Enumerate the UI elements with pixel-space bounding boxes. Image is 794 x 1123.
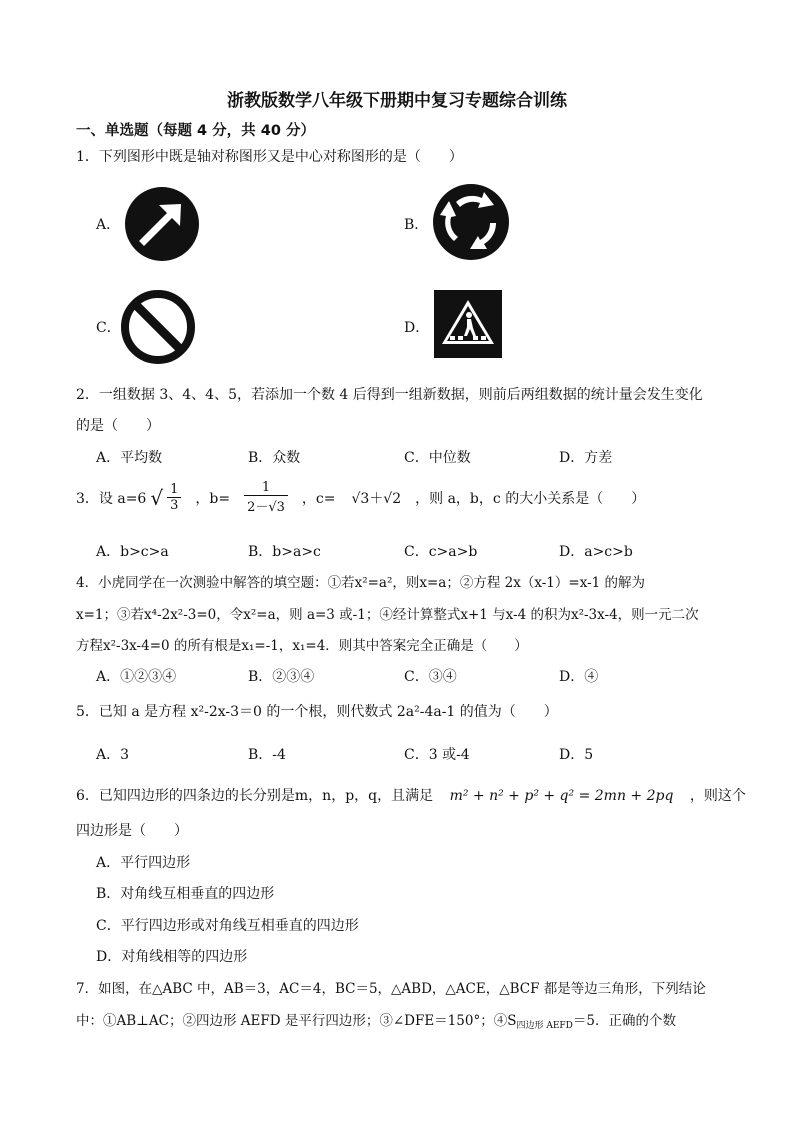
q3-fraction-a xyxy=(167,482,181,513)
q6-line-1-end: ，则这个 xyxy=(689,788,746,804)
q7-line-2-end: ＝5．正确的个数 xyxy=(572,1013,676,1029)
question-1-stem: 1．下列图形中既是轴对称图形又是中心对称图形的是（ ） xyxy=(76,149,463,165)
q3-c-expression: √3＋√2 xyxy=(351,490,402,507)
question-4-line-1: 4．小虎同学在一次测验中解答的填空题：①若x²=a²，则x=a；②方程 2x（x-1）=x-1 的解为 xyxy=(76,575,646,591)
q3-prefix: 3．设 a=6 xyxy=(76,490,147,507)
q3-fraction-b-numerator: 1 xyxy=(244,480,288,496)
question-2-line-2: 的是（ ） xyxy=(76,418,160,434)
question-3-stem xyxy=(76,480,645,515)
q5-option-c: C．3 或-4 xyxy=(404,747,470,763)
q1-option-d-label: D． xyxy=(404,320,430,336)
q5-option-b: B．-4 xyxy=(248,747,286,763)
q6-formula: m² + n² + p² + q² = 2mn + 2pq xyxy=(449,788,674,804)
sqrt-sign: √ xyxy=(150,485,164,510)
roundabout-sign-icon xyxy=(432,183,510,261)
q3-b-label: ，b= xyxy=(195,490,231,507)
q2-option-c: C．中位数 xyxy=(404,450,471,466)
q2-option-a: A．平均数 xyxy=(96,450,163,466)
no-entry-sign-icon xyxy=(120,289,196,365)
question-5-stem: 5．已知 a 是方程 x²-2x-3＝0 的一个根，则代数式 2a²-4a-1 的值为（ ） xyxy=(76,704,558,720)
question-6-line-2: 四边形是（ ） xyxy=(76,823,188,839)
crosswalk-sign-icon xyxy=(434,290,502,358)
q6-line-1-start: 6．已知四边形的四条边的长分别是m，n，p，q，且满足 xyxy=(76,788,434,804)
q6-option-b: B．对角线互相垂直的四边形 xyxy=(96,886,275,902)
q4-option-b: B．②③④ xyxy=(248,669,315,685)
q1-option-b-label: B． xyxy=(404,217,429,233)
q4-option-c: C．③④ xyxy=(404,669,457,685)
page-title: 浙教版数学八年级下册期中复习专题综合训练 xyxy=(227,91,567,111)
q4-option-d: D．④ xyxy=(559,669,599,685)
q1-option-c-label: C． xyxy=(96,320,121,336)
q4-option-a: A．①②③④ xyxy=(96,669,177,685)
q3-option-d: D．a>c>b xyxy=(559,544,633,560)
q3-suffix: ，则 a，b，c 的大小关系是（ ） xyxy=(415,490,646,507)
q3-option-a: A．b>c>a xyxy=(96,544,169,560)
q3-fraction-a-numerator: 1 xyxy=(167,482,181,498)
q6-option-d: D．对角线相等的四边形 xyxy=(96,949,248,965)
q2-option-b: B．众数 xyxy=(248,450,301,466)
q3-option-c: C．c>a>b xyxy=(404,544,478,560)
q7-line-2-start: 中：①AB⊥AC；②四边形 AEFD 是平行四边形；③∠DFE＝150°；④S xyxy=(76,1013,517,1029)
q5-option-d: D．5 xyxy=(559,747,594,763)
q6-option-c: C．平行四边形或对角线互相垂直的四边形 xyxy=(96,918,359,934)
q6-option-a: A．平行四边形 xyxy=(96,855,191,871)
q3-fraction-a-denominator: 3 xyxy=(170,498,179,513)
q2-option-d: D．方差 xyxy=(559,450,613,466)
q1-option-a-label: A． xyxy=(96,217,121,233)
question-4-line-2: x=1；③若x⁴-2x²-3=0，令x²=a，则 a=3 或-1；④经计算整式x+1 与x-4 的积为x²-3x-4，则一元二次 xyxy=(76,607,699,623)
question-7-line-1: 7．如图，在△ABC 中，AB＝3，AC＝4，BC＝5，△ABD，△ACE，△BCF 都是等边三角形，下列结论 xyxy=(76,981,706,997)
q3-option-b: B．b>a>c xyxy=(248,544,321,560)
question-2-line-1: 2．一组数据 3、4、4、5，若添加一个数 4 后得到一组新数据，则前后两组数据的统计量会发生变化 xyxy=(76,387,703,403)
question-4-line-3: 方程x²-3x-4=0 的所有根是x₁=-1，x₁=4．则其中答案完全正确是（ ） xyxy=(76,638,528,654)
q3-c-label: ，c= xyxy=(301,490,336,507)
section-heading: 一、单选题（每题 4 分，共 40 分） xyxy=(76,123,315,139)
question-7-line-2 xyxy=(76,1009,676,1031)
q7-area-subscript: 四边形 AEFD xyxy=(516,1021,573,1031)
arrow-sign-icon xyxy=(124,186,200,262)
q3-fraction-b xyxy=(244,480,288,515)
q5-option-a: A．3 xyxy=(96,747,130,763)
question-6-line-1 xyxy=(76,785,746,805)
q3-fraction-b-denominator: 2－√3 xyxy=(247,500,285,515)
